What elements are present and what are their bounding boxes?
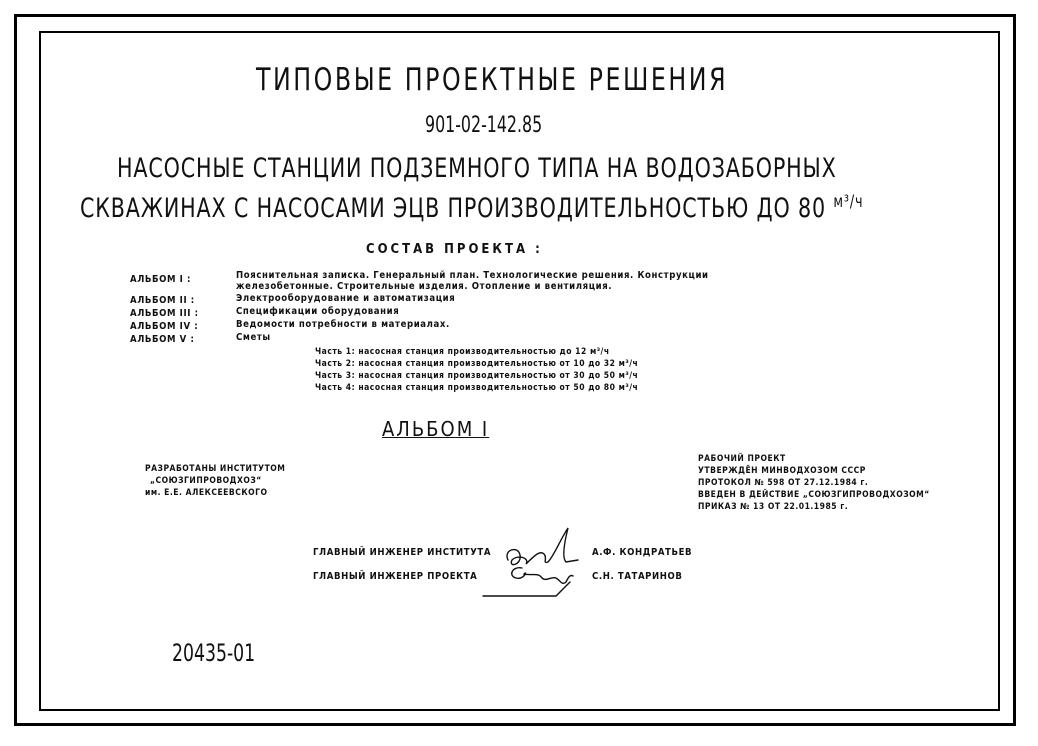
album-1-text: Пояснительная записка. Генеральный план. Технологические решения. Конструкции (236, 270, 709, 281)
album-5-text: Сметы (236, 332, 271, 343)
signature-name-1: А.Ф. КОНДРАТЬЕВ (592, 547, 693, 558)
subtitle-line-1: НАСОСНЫЕ СТАНЦИИ ПОДЗЕМНОГО ТИПА НА ВОДОЗАБОРНЫХ (117, 153, 837, 184)
approval-line-5: ПРИКАЗ № 13 ОТ 22.01.1985 г. (698, 502, 849, 512)
album-2-text: Электрооборудование и автоматизация (236, 293, 456, 304)
subtitle-line-2 (80, 191, 863, 224)
document-code: 901-02-142.85 (425, 113, 543, 138)
part-4: Часть 4: насосная станция производительностью от 50 до 80 м³/ч (315, 383, 639, 393)
subtitle-unit: м³/ч (833, 191, 864, 211)
part-2: Часть 2: насосная станция производительностью от 10 до 32 м³/ч (315, 359, 639, 369)
album-3-text: Спецификации оборудования (236, 306, 400, 317)
part-3: Часть 3: насосная станция производительностью от 30 до 50 м³/ч (315, 371, 639, 381)
album-2-label: АЛЬБОМ II : (130, 295, 195, 306)
approval-line-2: УТВЕРЖДЁН МИНВОДХОЗОМ СССР (698, 466, 866, 476)
album-4-label: АЛЬБОМ IV : (130, 321, 199, 332)
signature-role-2: ГЛАВНЫЙ ИНЖЕНЕР ПРОЕКТА (313, 571, 478, 582)
album-1-label: АЛЬБОМ I : (130, 274, 192, 285)
handwritten-signatures (478, 520, 588, 600)
album-5-label: АЛЬБОМ V : (130, 334, 195, 345)
part-1: Часть 1: насосная станция производительностью до 12 м³/ч (315, 347, 610, 357)
signature-role-1: ГЛАВНЫЙ ИНЖЕНЕР ИНСТИТУТА (313, 547, 492, 558)
signature-name-2: С.Н. ТАТАРИНОВ (592, 571, 683, 582)
document-title: ТИПОВЫЕ ПРОЕКТНЫЕ РЕШЕНИЯ (256, 62, 729, 98)
album-1-text-cont: железобетонные. Строительные изделия. Отопление и вентиляция. (236, 281, 613, 292)
album-3-label: АЛЬБОМ III : (130, 308, 199, 319)
document-number: 20435-01 (172, 639, 256, 667)
approval-line-4: ВВЕДЕН В ДЕЙСТВИЕ „СОЮЗГИПРОВОДХОЗОМ“ (698, 490, 930, 500)
composition-heading: СОСТАВ ПРОЕКТА : (366, 242, 543, 257)
approval-line-1: РАБОЧИЙ ПРОЕКТ (698, 454, 786, 464)
developer-line-1: РАЗРАБОТАНЫ ИНСТИТУТОМ (145, 464, 286, 474)
album-title: АЛЬБОМ I (382, 417, 490, 441)
developer-line-3: им. Е.Е. АЛЕКСЕЕВСКОГО (145, 488, 268, 498)
album-4-text: Ведомости потребности в материалах. (236, 319, 450, 330)
developer-line-2: „СОЮЗГИПРОВОДХОЗ“ (150, 476, 262, 486)
approval-line-3: ПРОТОКОЛ № 598 ОТ 27.12.1984 г. (698, 478, 869, 488)
subtitle-line-2-text: СКВАЖИНАХ С НАСОСАМИ ЭЦВ ПРОИЗВОДИТЕЛЬНОСТЬЮ ДО 80 (80, 193, 827, 224)
